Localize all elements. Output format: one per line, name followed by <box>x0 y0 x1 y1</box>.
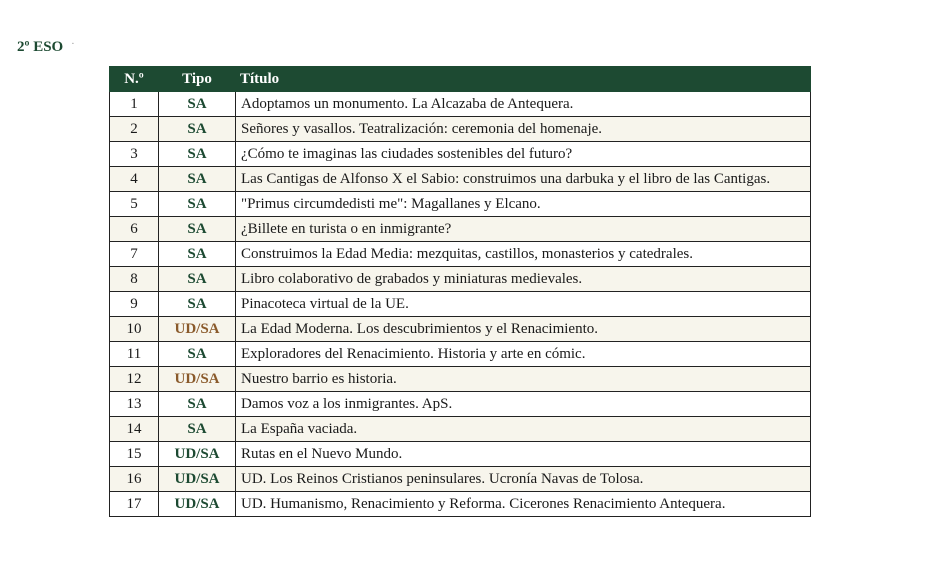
row-number: 14 <box>110 417 159 442</box>
table-row <box>110 342 811 367</box>
row-tipo: UD/SA <box>159 492 236 517</box>
row-tipo: SA <box>159 92 236 117</box>
row-titulo: Damos voz a los inmigrantes. ApS. <box>236 392 811 417</box>
row-number: 3 <box>110 142 159 167</box>
row-titulo: Rutas en el Nuevo Mundo. <box>236 442 811 467</box>
row-number: 6 <box>110 217 159 242</box>
row-tipo: SA <box>159 192 236 217</box>
row-number: 5 <box>110 192 159 217</box>
header-tipo: Tipo <box>159 67 236 92</box>
table-row <box>110 142 811 167</box>
table-row <box>110 492 811 517</box>
row-titulo: Señores y vasallos. Teatralización: ceremonia del homenaje. <box>236 117 811 142</box>
row-tipo: UD/SA <box>159 442 236 467</box>
table-row <box>110 442 811 467</box>
row-number: 17 <box>110 492 159 517</box>
row-tipo: SA <box>159 267 236 292</box>
row-titulo: Nuestro barrio es historia. <box>236 367 811 392</box>
row-tipo: UD/SA <box>159 367 236 392</box>
row-titulo: Adoptamos un monumento. La Alcazaba de Antequera. <box>236 92 811 117</box>
row-titulo: Pinacoteca virtual de la UE. <box>236 292 811 317</box>
row-tipo: SA <box>159 292 236 317</box>
row-number: 2 <box>110 117 159 142</box>
row-number: 12 <box>110 367 159 392</box>
row-number: 16 <box>110 467 159 492</box>
row-number: 9 <box>110 292 159 317</box>
row-tipo: SA <box>159 142 236 167</box>
row-tipo: SA <box>159 342 236 367</box>
table-row <box>110 367 811 392</box>
table-row <box>110 267 811 292</box>
row-tipo: SA <box>159 392 236 417</box>
table-row <box>110 192 811 217</box>
row-titulo: La España vaciada. <box>236 417 811 442</box>
row-number: 1 <box>110 92 159 117</box>
row-tipo: UD/SA <box>159 467 236 492</box>
header-titulo: Título <box>236 67 811 92</box>
table-row <box>110 92 811 117</box>
row-titulo: Libro colaborativo de grabados y miniaturas medievales. <box>236 267 811 292</box>
row-number: 15 <box>110 442 159 467</box>
row-titulo: ¿Billete en turista o en inmigrante? <box>236 217 811 242</box>
table-row <box>110 467 811 492</box>
row-number: 8 <box>110 267 159 292</box>
row-tipo: SA <box>159 217 236 242</box>
row-tipo: SA <box>159 117 236 142</box>
row-tipo: SA <box>159 417 236 442</box>
table-header-row <box>110 67 811 92</box>
row-titulo: La Edad Moderna. Los descubrimientos y el Renacimiento. <box>236 317 811 342</box>
row-titulo: Construimos la Edad Media: mezquitas, castillos, monasterios y catedrales. <box>236 242 811 267</box>
header-num: N.º <box>110 67 159 92</box>
row-titulo: Exploradores del Renacimiento. Historia y arte en cómic. <box>236 342 811 367</box>
row-tipo: UD/SA <box>159 317 236 342</box>
table-row <box>110 217 811 242</box>
table-row <box>110 167 811 192</box>
activities-table <box>109 66 811 517</box>
row-number: 13 <box>110 392 159 417</box>
table-body <box>110 92 811 517</box>
row-titulo: UD. Los Reinos Cristianos peninsulares. Ucronía Navas de Tolosa. <box>236 467 811 492</box>
section-heading-text: 2º ESO <box>17 39 64 55</box>
table-row <box>110 392 811 417</box>
heading-dot: · <box>71 39 75 50</box>
row-tipo: SA <box>159 242 236 267</box>
row-number: 7 <box>110 242 159 267</box>
row-titulo: "Primus circumdedisti me": Magallanes y Elcano. <box>236 192 811 217</box>
row-number: 10 <box>110 317 159 342</box>
row-number: 11 <box>110 342 159 367</box>
row-titulo: ¿Cómo te imaginas las ciudades sostenibles del futuro? <box>236 142 811 167</box>
table-row <box>110 117 811 142</box>
table-row <box>110 417 811 442</box>
row-titulo: Las Cantigas de Alfonso X el Sabio: construimos una darbuka y el libro de las Cantigas. <box>236 167 811 192</box>
table-row <box>110 242 811 267</box>
row-titulo: UD. Humanismo, Renacimiento y Reforma. Cicerones Renacimiento Antequera. <box>236 492 811 517</box>
row-number: 4 <box>110 167 159 192</box>
table-row <box>110 292 811 317</box>
row-tipo: SA <box>159 167 236 192</box>
section-heading <box>17 39 75 56</box>
table-row <box>110 317 811 342</box>
